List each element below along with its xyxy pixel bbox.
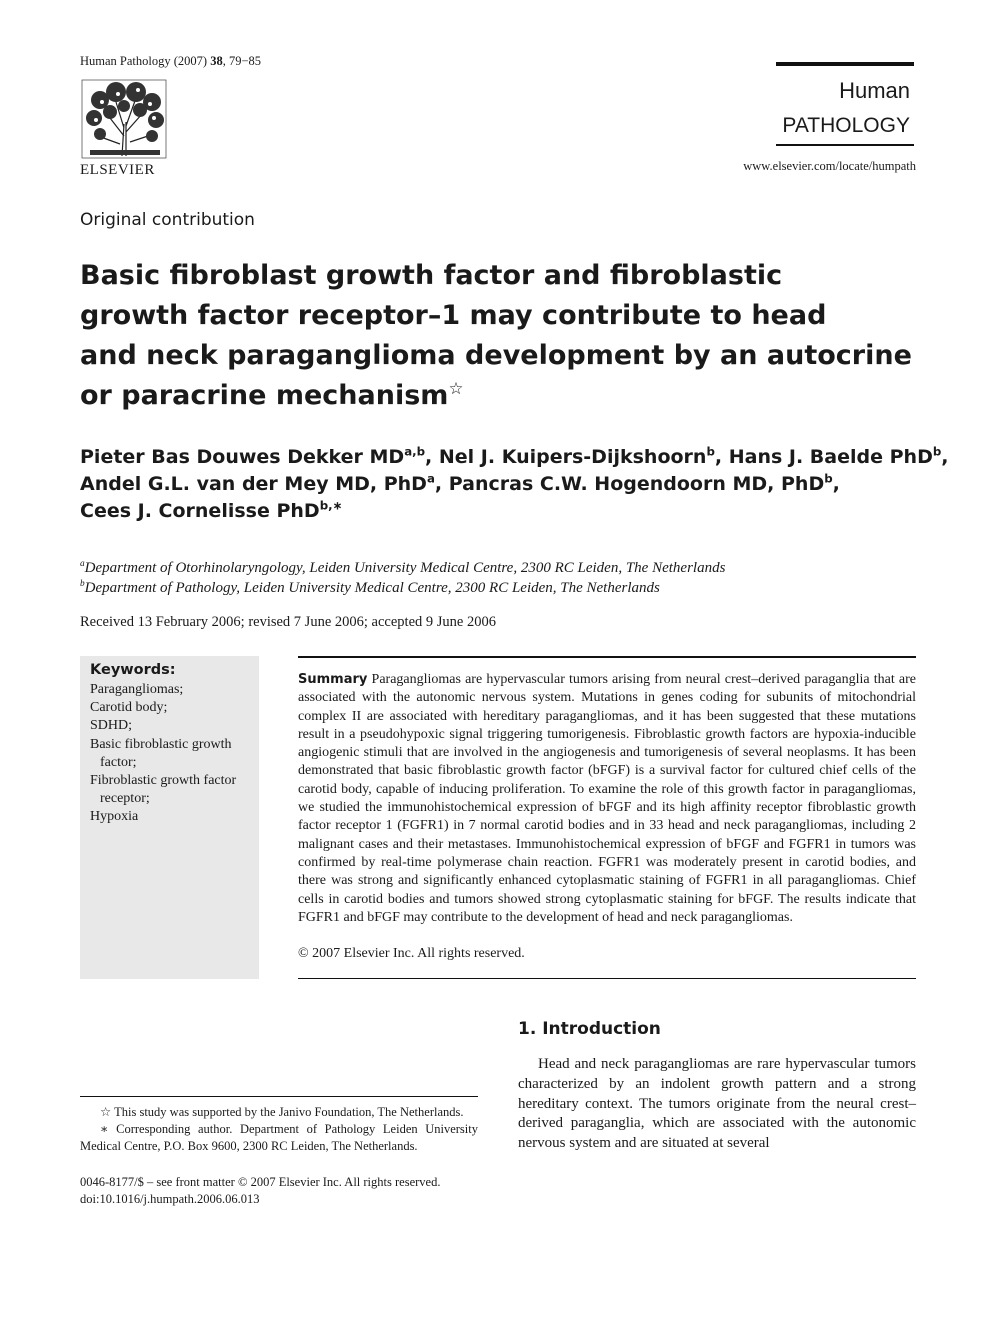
author-name: Pieter Bas Douwes Dekker MD: [80, 446, 405, 468]
affiliation-b: [80, 578, 725, 598]
journal-brand-line2: PATHOLOGY: [782, 114, 910, 137]
author-name: Pancras C.W. Hogendoorn MD, PhD: [448, 473, 825, 495]
keywords-title: Keywords:: [90, 662, 176, 678]
issn-block: [80, 1174, 440, 1208]
title-line: [80, 376, 912, 416]
author-affiliation-mark[interactable]: b: [706, 444, 715, 459]
keywords-list: [90, 681, 256, 827]
author-affiliation-mark[interactable]: b,∗: [319, 498, 343, 513]
footnote-star-mark: ☆: [100, 1105, 112, 1119]
brand-rule-bottom: [776, 144, 914, 146]
title-line: Basic fibroblast growth factor and fibroblastic: [80, 260, 783, 291]
title-footnote-star[interactable]: ☆: [448, 378, 464, 398]
footnote-funding-text: This study was supported by the Janivo Foundation, The Netherlands.: [114, 1105, 464, 1119]
footnote-corresponding: [80, 1121, 478, 1155]
article-title: [80, 256, 912, 416]
footnote-rule: [80, 1096, 478, 1097]
author-affiliation-mark[interactable]: b: [824, 471, 833, 486]
keyword-item: Carotid body;: [90, 700, 168, 716]
author-separator: ,: [941, 446, 949, 468]
abstract: [298, 671, 916, 927]
footnote-funding: [80, 1104, 478, 1121]
journal-citation: [80, 54, 261, 69]
citation-pages: , 79−85: [222, 54, 262, 68]
author-separator: ,: [434, 473, 449, 495]
author-list: [80, 444, 949, 525]
author-name: Cees J. Cornelisse PhD: [80, 500, 320, 522]
author-name: Hans J. Baelde PhD: [728, 446, 933, 468]
author-name: Nel J. Kuipers-Dijkshoorn: [438, 446, 707, 468]
affiliation-label: a: [80, 559, 85, 569]
author-affiliation-mark[interactable]: b: [932, 444, 942, 459]
author-separator: ,: [425, 446, 439, 468]
keyword-item: Basic fibroblastic growth factor;: [90, 736, 232, 770]
journal-brand-line1: Human: [839, 78, 910, 103]
abstract-rule-bottom: [298, 978, 916, 979]
affiliations: [80, 558, 725, 598]
footnote-corr-mark: ∗: [100, 1122, 109, 1136]
citation-volume: 38: [210, 54, 223, 68]
keyword-item: Paragangliomas;: [90, 682, 184, 697]
author-name: Andel G.L. van der Mey MD, PhD: [80, 473, 427, 495]
author-separator: ,: [714, 446, 729, 468]
author-affiliation-mark[interactable]: a,b: [404, 444, 426, 459]
affiliation-text: Department of Otorhinolaryngology, Leiden University Medical Centre, 2300 RC Leiden, The Netherlands: [84, 560, 726, 576]
keyword-item: Fibroblastic growth factor receptor;: [90, 773, 237, 807]
introduction-text: [518, 1055, 916, 1154]
abstract-label: Summary: [298, 672, 368, 687]
abstract-rule-top: [298, 656, 916, 658]
keyword-item: Hypoxia: [90, 809, 139, 825]
author-affiliation-mark[interactable]: a: [426, 471, 435, 486]
abstract-copyright: © 2007 Elsevier Inc. All rights reserved.: [298, 946, 525, 961]
article-type: Original contribution: [80, 210, 255, 230]
footnotes: [80, 1104, 478, 1155]
keyword-item: SDHD;: [90, 718, 133, 734]
affiliation-text: Department of Pathology, Leiden University Medical Centre, 2300 RC Leiden, The Netherlands: [84, 580, 660, 596]
issn-line: 0046-8177/$ – see front matter © 2007 Elsevier Inc. All rights reserved.: [80, 1175, 441, 1189]
title-line-text: or paracrine mechanism: [80, 380, 449, 411]
title-line: and neck paraganglioma development by an autocrine: [80, 340, 912, 371]
affiliation-a: [80, 558, 725, 578]
section-heading-introduction: 1. Introduction: [518, 1019, 661, 1039]
doi-link[interactable]: doi:10.1016/j.humpath.2006.06.013: [80, 1192, 260, 1206]
article-history: Received 13 February 2006; revised 7 June 2006; accepted 9 June 2006: [80, 614, 496, 630]
title-line: growth factor receptor–1 may contribute to head: [80, 300, 827, 331]
abstract-text: Paragangliomas are hypervascular tumors arising from neural crest–derived paraganglia that are associated with the autonomic nervous system. Mutations in genes coding for subunits of mitochondrial complex II are associated with hereditary paragangliomas, and it has been suggested that these mutations result in a pseudohypoxic signal triggering tumorigenesis. Fibroblastic growth factors are hypoxia-inducible angiogenic stimuli that are involved in the angiogenesis and tumorigenesis of several neoplasms. It has been demonstrated that basic fibroblastic growth factor (bFGF) is a survival factor for cultured chief cells of the carotid body, capable of inducing proliferation. To examine the role of this growth factor in paragangliomas, we studied the immunohistochemical expression of bFGF and its high affinity receptor fibroblastic growth factor receptor 1 (FGFR1) in 7 normal carotid bodies and in 33 head and neck paragangliomas, including 2 malignant cases and their metastases. Immunohistochemical expression of bFGF and FGFR1 in tumors was confirmed by real-time polymerase chain reaction. FGFR1 was moderately present in carotid bodies, and there was strong and significantly enhanced cytoplasmatic staining of FGFR1 in all paragangliomas. Chief cells in carotid bodies and tumors showed strong cytoplasmatic staining for bFGF. The results indicate that FGFR1 and bFGF may contribute to the development of head and neck paragangliomas.: [298, 672, 916, 925]
publisher-name: ELSEVIER: [80, 162, 155, 178]
author-separator: ,: [832, 473, 840, 495]
journal-url[interactable]: www.elsevier.com/locate/humpath: [743, 159, 916, 173]
footnote-corr-text: Corresponding author. Department of Pathology Leiden University Medical Centre, P.O. Box 9600, 2300 RC Leiden, The Netherlands.: [80, 1122, 478, 1153]
affiliation-label: b: [80, 579, 85, 589]
citation-journal: Human Pathology (2007): [80, 54, 208, 68]
brand-rule-top: [776, 62, 914, 66]
introduction-paragraph: Head and neck paragangliomas are rare hypervascular tumors characterized by an indolent growth pattern and a strong hereditary context. The tumors originate from the neural crest–derived paraganglia, which are associated with the autonomic nervous system and are situated at several: [518, 1056, 916, 1152]
